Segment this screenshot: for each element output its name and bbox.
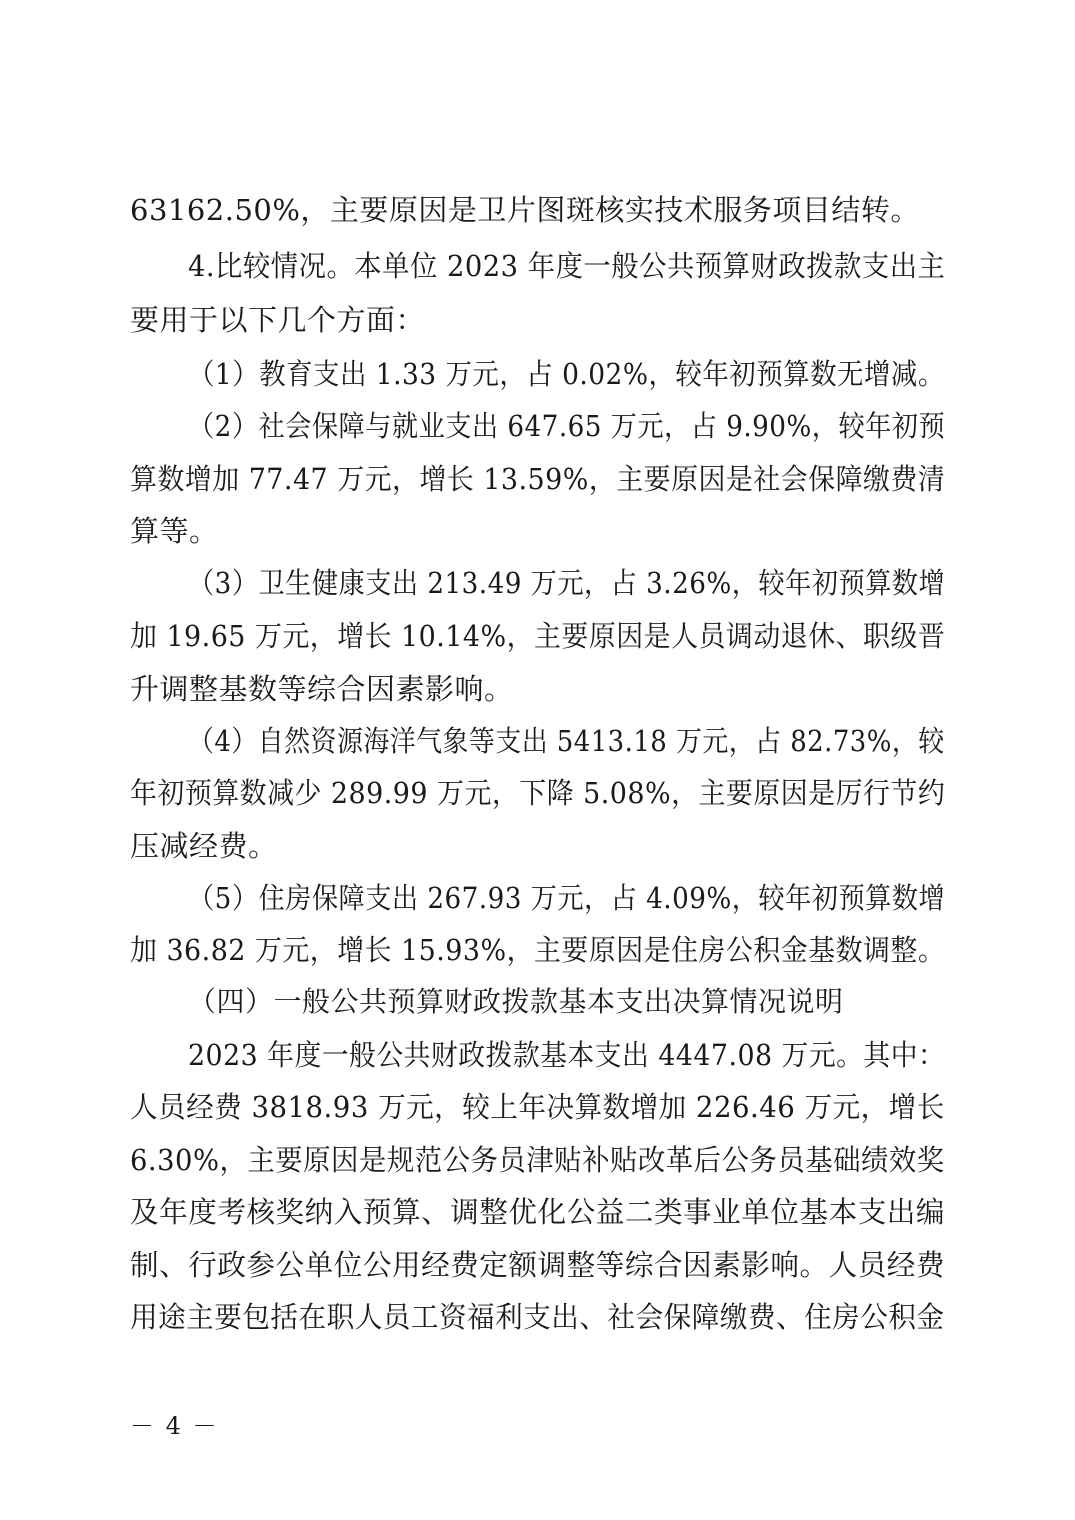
- text-line: 升调整基数等综合因素影响。: [130, 672, 514, 706]
- text-line: 加 19.65 万元，增长 10.14%，主要原因是人员调动退休、职级晋: [130, 619, 946, 653]
- page-number: － 4 －: [130, 1412, 219, 1440]
- text-line: 人员经费 3818.93 万元，较上年决算数增加 226.46 万元，增长: [130, 1090, 945, 1124]
- text-line: 年初预算数减少 289.99 万元，下降 5.08%，主要原因是厉行节约: [130, 776, 946, 810]
- text-line: 4.比较情况。本单位 2023 年度一般公共预算财政拨款支出主: [188, 249, 946, 283]
- text-line: （5）住房保障支出 267.93 万元，占 4.09%，较年初预算数增: [188, 881, 946, 915]
- text-line: （2）社会保障与就业支出 647.65 万元，占 9.90%，较年初预: [188, 409, 946, 443]
- text-line: 用途主要包括在职人员工资福利支出、社会保障缴费、住房公积金: [130, 1300, 945, 1334]
- text-line: （1）教育支出 1.33 万元，占 0.02%，较年初预算数无增减。: [188, 357, 945, 391]
- text-line: 制、行政参公单位公用经费定额调整等综合因素影响。人员经费: [130, 1248, 946, 1282]
- section-heading: （四）一般公共预算财政拨款基本支出决算情况说明: [188, 985, 844, 1018]
- text-line: 算等。: [130, 514, 219, 548]
- text-line: 压减经费。: [130, 829, 278, 863]
- text-line: 加 36.82 万元，增长 15.93%，主要原因是住房公积金基数调整。: [130, 933, 946, 967]
- text-line: 63162.50%，主要原因是卫片图斑核实技术服务项目结转。: [130, 193, 920, 227]
- text-line: 算数增加 77.47 万元，增长 13.59%，主要原因是社会保障缴费清: [130, 462, 946, 496]
- text-line: 及年度考核奖纳入预算、调整优化公益二类事业单位基本支出编: [130, 1195, 946, 1229]
- text-line: （4）自然资源海洋气象等支出 5413.18 万元，占 82.73%，较: [188, 724, 945, 758]
- text-line: （3）卫生健康支出 213.49 万元，占 3.26%，较年初预算数增: [188, 566, 946, 600]
- text-line: 6.30%，主要原因是规范公务员津贴补贴改革后公务员基础绩效奖: [130, 1143, 945, 1177]
- text-line: 2023 年度一般公共财政拨款基本支出 4447.08 万元。其中：: [188, 1038, 946, 1072]
- text-line: 要用于以下几个方面：: [130, 303, 426, 337]
